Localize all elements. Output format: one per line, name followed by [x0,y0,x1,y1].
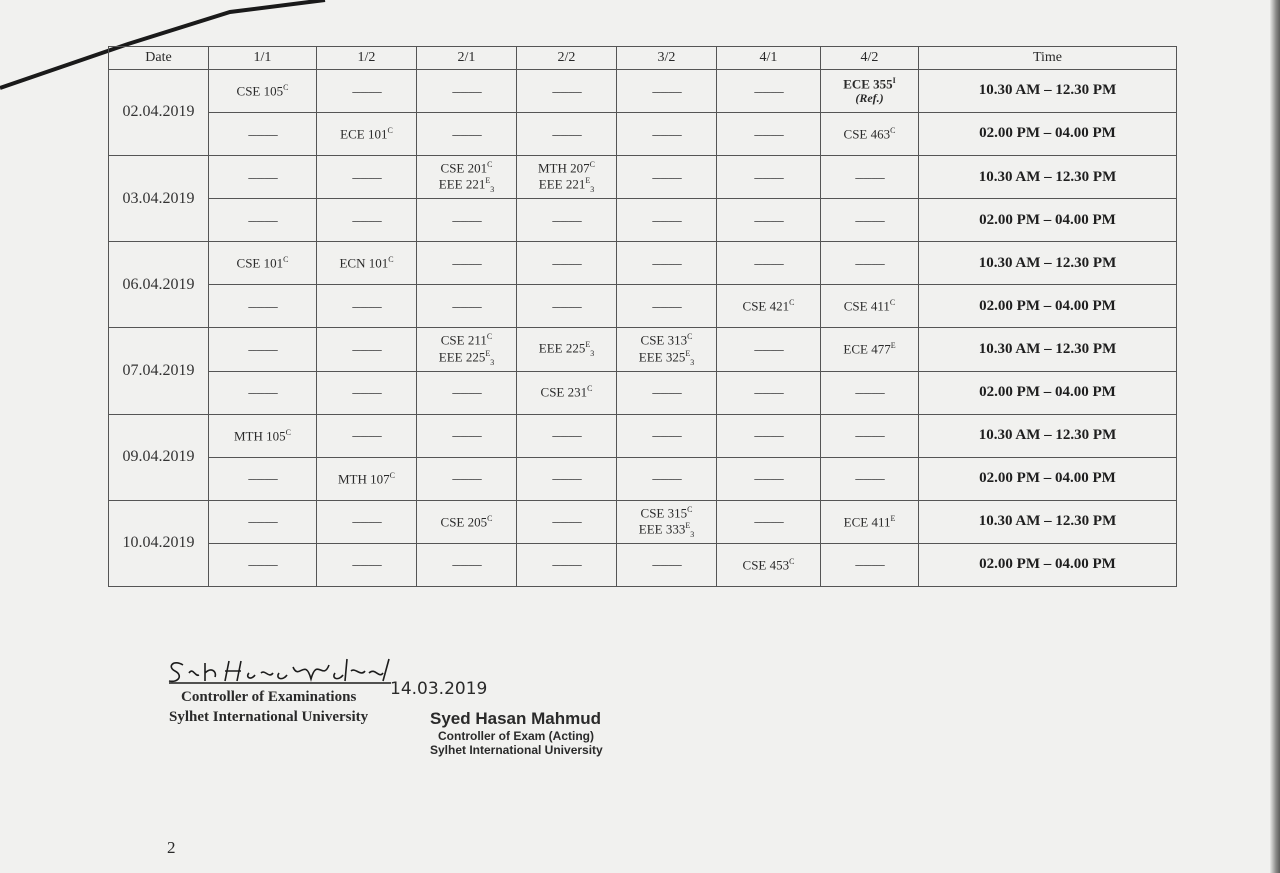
course-type-mark: C [889,298,896,308]
course-code [417,332,516,348]
course-cell [617,242,717,285]
course-code-text: ECE 477 [843,341,891,357]
empty-slot-marker: ----------- [551,128,582,141]
empty-slot-marker: ----------- [753,171,784,184]
page-number: 2 [167,838,176,857]
course-type-mark: C [387,125,393,135]
course-type-mark: E [685,348,691,358]
course-code [821,76,918,92]
course-cell [617,113,717,156]
course-cell [209,457,317,500]
course-code [821,341,918,357]
course-code-text: ECN 101 [339,255,389,271]
course-cell [717,156,821,199]
schedule-row [109,500,1177,543]
empty-slot-marker: ----------- [854,559,885,572]
empty-slot-marker: ----------- [753,387,784,400]
course-cell [209,328,317,371]
empty-slot-marker: ----------- [854,430,885,443]
empty-slot-marker: ----------- [651,387,682,400]
empty-slot-marker: ----------- [651,85,682,98]
empty-slot-marker: ----------- [247,214,278,227]
course-cell [417,113,517,156]
course-credit-mark: 3 [490,357,495,367]
course-type-mark: C [589,160,595,169]
course-code [517,176,616,194]
empty-slot-marker: ----------- [247,473,278,486]
course-cell [209,70,317,113]
schedule-row [109,543,1177,586]
empty-slot-marker: ----------- [651,559,682,572]
course-code [821,298,918,314]
course-code-text: EEE 225 [438,348,486,364]
course-cell [517,500,617,543]
course-cell [209,543,317,586]
course-cell [617,500,717,543]
course-note: (Ref.) [855,91,884,106]
course-cell [717,113,821,156]
empty-slot-marker: ----------- [753,473,784,486]
empty-slot-marker: ----------- [247,128,278,141]
course-code [417,176,516,194]
course-cell [317,500,417,543]
empty-slot-marker: ----------- [753,128,784,141]
empty-slot-marker: ----------- [351,559,382,572]
empty-slot-marker: ----------- [651,473,682,486]
empty-slot-marker: ----------- [451,430,482,443]
course-cell [517,543,617,586]
course-cell [317,113,417,156]
course-type-mark: E [485,176,491,186]
course-credit-mark: 3 [590,349,595,359]
course-type-mark: E [890,513,896,523]
exam-time: 02.00 PM – 04.00 PM [919,199,1177,242]
stamp-university: Sylhet International University [430,743,603,757]
course-cell [821,70,919,113]
course-cell [417,70,517,113]
empty-slot-marker: ----------- [451,300,482,313]
course-code [209,255,316,271]
empty-slot-marker: ----------- [351,430,382,443]
course-code [517,384,616,400]
schedule-row [109,457,1177,500]
course-cell [821,371,919,414]
empty-slot-marker: ----------- [753,344,784,357]
course-cell [317,414,417,457]
course-code-text: MTH 107 [338,470,390,486]
course-code [417,514,516,530]
course-cell [821,285,919,328]
course-type-mark: I [892,76,896,85]
course-type-mark: C [388,255,394,265]
empty-slot-marker: ----------- [551,516,582,529]
exam-time: 10.30 AM – 12.30 PM [919,328,1177,371]
course-cell [209,371,317,414]
course-cell [317,242,417,285]
course-cell [821,457,919,500]
empty-slot-marker: ----------- [753,257,784,270]
university-name: Sylhet International University [169,709,369,725]
schedule-row [109,328,1177,371]
course-cell [317,199,417,242]
empty-slot-marker: ----------- [651,128,682,141]
course-cell [417,285,517,328]
course-type-mark: C [285,427,291,437]
empty-slot-marker: ----------- [451,257,482,270]
course-type-mark: E [685,520,691,530]
course-cell [317,70,417,113]
empty-slot-marker: ----------- [551,85,582,98]
schedule-row [109,285,1177,328]
header-time: Time [919,47,1177,70]
empty-slot-marker: ----------- [551,430,582,443]
course-code-text: EEE 221 [438,176,486,192]
course-cell [717,328,821,371]
empty-slot-marker: ----------- [854,387,885,400]
course-code-text: EEE 325 [638,348,686,364]
exam-time: 10.30 AM – 12.30 PM [919,414,1177,457]
handwritten-signature [165,653,405,693]
exam-time: 10.30 AM – 12.30 PM [919,70,1177,113]
course-cell [209,242,317,285]
empty-slot-marker: ----------- [351,387,382,400]
course-code [617,332,716,348]
empty-slot-marker: ----------- [351,214,382,227]
course-code-text: EEE 225 [538,340,586,356]
course-cell [517,113,617,156]
course-cell [209,199,317,242]
course-code-text: CSE 315 [640,504,688,520]
empty-slot-marker: ----------- [854,214,885,227]
course-cell [517,199,617,242]
course-type-mark: E [890,341,896,351]
empty-slot-marker: ----------- [651,257,682,270]
course-cell [821,199,919,242]
course-cell [717,457,821,500]
course-cell [717,371,821,414]
course-cell [517,414,617,457]
schedule-body [109,70,1177,587]
course-code-text: MTH 207 [538,160,590,176]
empty-slot-marker: ----------- [451,559,482,572]
course-code [317,126,416,142]
course-cell [617,371,717,414]
course-code-text: EEE 333 [638,521,686,537]
course-cell [417,199,517,242]
course-cell [317,371,417,414]
course-type-mark: C [389,470,395,480]
exam-time: 02.00 PM – 04.00 PM [919,285,1177,328]
course-code-text: CSE 411 [843,298,890,314]
empty-slot-marker: ----------- [651,214,682,227]
course-code [617,505,716,521]
header-batch: 2/2 [517,47,617,70]
schedule-row [109,371,1177,414]
course-code-text: CSE 105 [236,83,284,99]
course-code-text: ECE 355 [843,76,893,92]
course-cell [417,543,517,586]
course-cell [617,199,717,242]
course-cell [617,70,717,113]
course-cell [821,242,919,285]
course-cell [417,242,517,285]
course-cell [517,70,617,113]
course-cell [517,242,617,285]
course-cell [209,156,317,199]
header-batch: 3/2 [617,47,717,70]
empty-slot-marker: ----------- [451,387,482,400]
course-cell [821,543,919,586]
empty-slot-marker: ----------- [651,171,682,184]
course-credit-mark: 3 [590,185,595,195]
course-cell [717,70,821,113]
stamp-name: Syed Hasan Mahmud [430,709,601,728]
course-code-text: EEE 221 [538,176,586,192]
course-cell [417,328,517,371]
empty-slot-marker: ----------- [854,257,885,270]
empty-slot-marker: ----------- [651,300,682,313]
course-cell [517,457,617,500]
empty-slot-marker: ----------- [854,171,885,184]
course-cell [821,414,919,457]
course-cell [717,414,821,457]
course-cell [617,285,717,328]
empty-slot-marker: ----------- [753,214,784,227]
course-code-text: CSE 231 [540,384,588,400]
course-credit-mark: 3 [690,529,695,539]
course-type-mark: C [789,556,795,566]
course-cell [617,156,717,199]
course-code-text: CSE 211 [440,332,487,348]
course-cell [417,414,517,457]
header-batch: 1/1 [209,47,317,70]
empty-slot-marker: ----------- [753,516,784,529]
course-cell [209,414,317,457]
schedule-row [109,70,1177,113]
empty-slot-marker: ----------- [651,430,682,443]
empty-slot-marker: ----------- [854,473,885,486]
course-cell [717,543,821,586]
course-code [317,255,416,271]
course-code-text: CSE 205 [440,514,488,530]
course-type-mark: C [587,384,593,394]
course-code-text: CSE 101 [236,255,284,271]
course-credit-mark: 3 [690,357,695,367]
course-credit-mark: 3 [490,185,495,195]
empty-slot-marker: ----------- [351,516,382,529]
empty-slot-marker: ----------- [351,344,382,357]
course-cell [317,285,417,328]
empty-slot-marker: ----------- [551,559,582,572]
course-cell [717,285,821,328]
course-cell [821,156,919,199]
schedule-row [109,199,1177,242]
course-code-text: CSE 421 [742,298,790,314]
course-cell [717,199,821,242]
empty-slot-marker: ----------- [753,85,784,98]
course-cell [617,414,717,457]
schedule-row [109,156,1177,199]
exam-date: 02.04.2019 [109,70,209,156]
empty-slot-marker: ----------- [351,171,382,184]
course-cell [317,457,417,500]
course-code [821,126,918,142]
course-cell [617,543,717,586]
course-code [209,83,316,99]
empty-slot-marker: ----------- [351,85,382,98]
course-cell [821,113,919,156]
course-type-mark: E [585,340,591,350]
empty-slot-marker: ----------- [551,473,582,486]
course-code [209,428,316,444]
empty-slot-marker: ----------- [247,171,278,184]
course-code [417,160,516,176]
course-code-text: MTH 105 [234,427,286,443]
course-code-text: ECE 411 [843,514,891,530]
exam-date: 09.04.2019 [109,414,209,500]
course-cell [617,457,717,500]
course-type-mark: C [487,160,493,169]
empty-slot-marker: ----------- [351,300,382,313]
controller-title: Controller of Examinations [181,689,357,705]
empty-slot-marker: ----------- [753,430,784,443]
exam-time: 02.00 PM – 04.00 PM [919,457,1177,500]
schedule-row [109,414,1177,457]
course-cell [517,156,617,199]
empty-slot-marker: ----------- [451,473,482,486]
course-cell [617,328,717,371]
page-edge-shadow [1270,0,1280,873]
header-batch: 2/1 [417,47,517,70]
course-type-mark: C [890,125,896,135]
course-cell [317,328,417,371]
empty-slot-marker: ----------- [247,300,278,313]
empty-slot-marker: ----------- [247,387,278,400]
exam-time: 02.00 PM – 04.00 PM [919,113,1177,156]
course-cell [209,113,317,156]
course-cell [417,457,517,500]
course-code [821,514,918,530]
header-batch: 4/2 [821,47,919,70]
course-cell [417,500,517,543]
course-cell [317,543,417,586]
exam-date: 03.04.2019 [109,156,209,242]
empty-slot-marker: ----------- [247,516,278,529]
course-cell [517,285,617,328]
course-code-text: CSE 453 [742,557,790,573]
empty-slot-marker: ----------- [551,257,582,270]
exam-date: 10.04.2019 [109,500,209,586]
empty-slot-marker: ----------- [247,344,278,357]
course-cell [517,328,617,371]
empty-slot-marker: ----------- [451,128,482,141]
empty-slot-marker: ----------- [551,300,582,313]
course-cell [517,371,617,414]
course-code [617,521,716,539]
empty-slot-marker: ----------- [451,85,482,98]
course-type-mark: C [789,298,795,308]
header-row [109,47,1177,70]
empty-slot-marker: ----------- [247,559,278,572]
course-code [517,340,616,358]
header-batch: 1/2 [317,47,417,70]
course-type-mark: C [283,255,289,265]
course-cell [209,500,317,543]
course-type-mark: E [585,176,591,186]
official-stamp [430,709,603,757]
exam-time: 02.00 PM – 04.00 PM [919,543,1177,586]
course-code [317,471,416,487]
course-cell [417,156,517,199]
exam-date: 06.04.2019 [109,242,209,328]
course-cell [821,500,919,543]
course-code [617,349,716,367]
course-type-mark: C [487,513,493,523]
exam-time: 10.30 AM – 12.30 PM [919,500,1177,543]
exam-schedule-table [108,46,1177,587]
empty-slot-marker: ----------- [551,214,582,227]
course-code [417,349,516,367]
course-code [717,557,820,573]
exam-time: 10.30 AM – 12.30 PM [919,242,1177,285]
course-cell [717,500,821,543]
course-type-mark: C [687,332,693,342]
course-type-mark: C [486,332,493,342]
course-code-text: CSE 313 [640,332,688,348]
exam-time: 02.00 PM – 04.00 PM [919,371,1177,414]
empty-slot-marker: ----------- [451,214,482,227]
header-batch: 4/1 [717,47,821,70]
course-cell [317,156,417,199]
stamp-role: Controller of Exam (Acting) [438,729,595,743]
course-code-text: CSE 201 [440,160,488,176]
course-code [717,298,820,314]
signature-date: 14.03.2019 [390,679,488,699]
exam-time: 10.30 AM – 12.30 PM [919,156,1177,199]
course-cell [717,242,821,285]
course-cell [417,371,517,414]
exam-date: 07.04.2019 [109,328,209,414]
schedule-row [109,113,1177,156]
course-code [517,160,616,176]
course-code-text: ECE 101 [340,126,388,142]
course-type-mark: C [283,82,289,92]
course-type-mark: E [485,348,491,358]
course-code-text: CSE 463 [843,126,891,142]
course-cell [821,328,919,371]
course-cell [209,285,317,328]
course-type-mark: C [687,504,693,514]
header-date: Date [109,47,209,70]
schedule-row [109,242,1177,285]
